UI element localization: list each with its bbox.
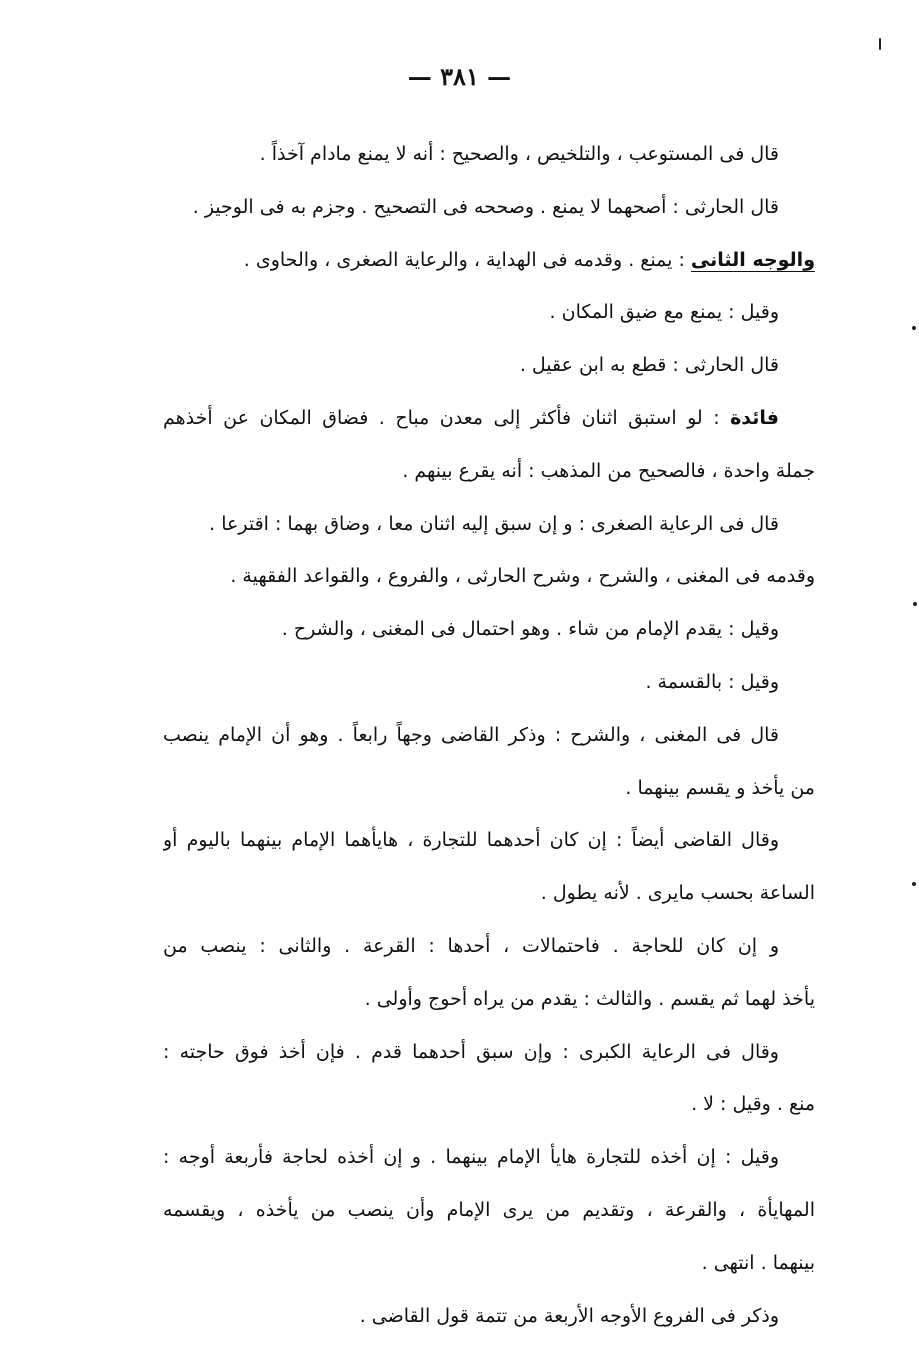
scan-speck [879, 38, 881, 50]
text-line [163, 603, 815, 656]
text-line [163, 1237, 815, 1290]
text-line [163, 656, 815, 709]
line-keyword: والوجه الثانى [690, 248, 815, 271]
line-text: المهايأة ، والقرعة ، وتقديم من يرى الإمام وأن ينصب من يأخذه ، ويقسمه [163, 1198, 815, 1221]
line-text: من يأخذ و يقسم بينهما . [625, 776, 815, 799]
line-text: وقال القاضى أيضاً : إن كان أحدهما للتجارة ، هايأهما الإمام بينهما باليوم أو [163, 829, 779, 852]
text-line [163, 1290, 815, 1343]
scan-speck [912, 326, 916, 330]
line-text: قال الحارثى : أصحهما لا يمنع . وصححه فى التصحيح . وجزم به فى الوجيز . [192, 195, 779, 218]
line-text: وقيل : بالقسمة . [645, 670, 779, 693]
text-line [163, 550, 815, 603]
scan-speck [912, 882, 916, 886]
text-line [163, 128, 815, 181]
line-text: : يمنع . وقدمه فى الهداية ، والرعاية الصغرى ، والحاوى . [243, 248, 691, 271]
text-line [163, 339, 815, 392]
line-text: منع . وقيل : لا . [691, 1093, 815, 1116]
text-line [163, 498, 815, 551]
text-line [163, 286, 815, 339]
line-text: وقدمه فى المغنى ، والشرح ، وشرح الحارثى ، والفروع ، والقواعد الفقهية . [230, 565, 815, 588]
text-line [163, 1131, 815, 1184]
main-text [163, 128, 815, 1342]
page-number: — ٣٨١ — [407, 62, 512, 91]
text-line [163, 920, 815, 973]
text-line [163, 973, 815, 1026]
scan-speck [913, 602, 917, 606]
line-text: قال فى المغنى ، والشرح : وذكر القاضى وجهاً رابعاً . وهو أن الإمام ينصب [163, 723, 779, 746]
text-line [163, 181, 815, 234]
text-line [163, 762, 815, 815]
line-text: بينهما . انتهى . [701, 1251, 815, 1274]
text-line [163, 392, 815, 445]
line-text: وقيل : يقدم الإمام من شاء . وهو احتمال فى المغنى ، والشرح . [281, 618, 779, 641]
text-line [163, 1184, 815, 1237]
text-line [163, 1026, 815, 1079]
line-text: قال فى الرعاية الصغرى : و إن سبق إليه اثنان معا ، وضاق بهما : اقترعا . [209, 512, 779, 535]
line-text: قال فى المستوعب ، والتلخيص ، والصحيح : أنه لا يمنع مادام آخذاً . [259, 143, 779, 165]
text-line [163, 234, 815, 287]
line-text: وقيل : يمنع مع ضيق المكان . [549, 301, 779, 324]
line-text: وقال فى الرعاية الكبرى : وإن سبق أحدهما قدم . فإن أخذ فوق حاجته : [163, 1040, 779, 1063]
line-text: : لو استبق اثنان فأكثر إلى معدن مباح . فضاق المكان عن أخذهم [163, 406, 731, 429]
text-line [163, 445, 815, 498]
text-line [163, 814, 815, 867]
text-line [163, 867, 815, 920]
line-text: وقيل : إن أخذه للتجارة هايأ الإمام بينهما . و إن أخذه لحاجة فأربعة أوجه : [163, 1146, 779, 1169]
line-text: جملة واحدة ، فالصحيح من المذهب : أنه يقرع بينهم . [402, 459, 815, 482]
line-text: قال الحارثى : قطع به ابن عقيل . [519, 354, 779, 377]
line-text: الساعة بحسب مايرى . لأنه يطول . [540, 882, 815, 905]
line-text: يأخذ لهما ثم يقسم . والثالث : يقدم من يراه أحوج وأولى . [364, 987, 815, 1010]
line-text: و إن كان للحاجة . فاحتمالات ، أحدها : القرعة . والثانى : ينصب من [163, 934, 779, 957]
line-text: وذكر فى الفروع الأوجه الأربعة من تتمة قول القاضى . [359, 1304, 779, 1327]
text-line [163, 1078, 815, 1131]
line-keyword: فائدة [730, 406, 779, 429]
text-line [163, 709, 815, 762]
